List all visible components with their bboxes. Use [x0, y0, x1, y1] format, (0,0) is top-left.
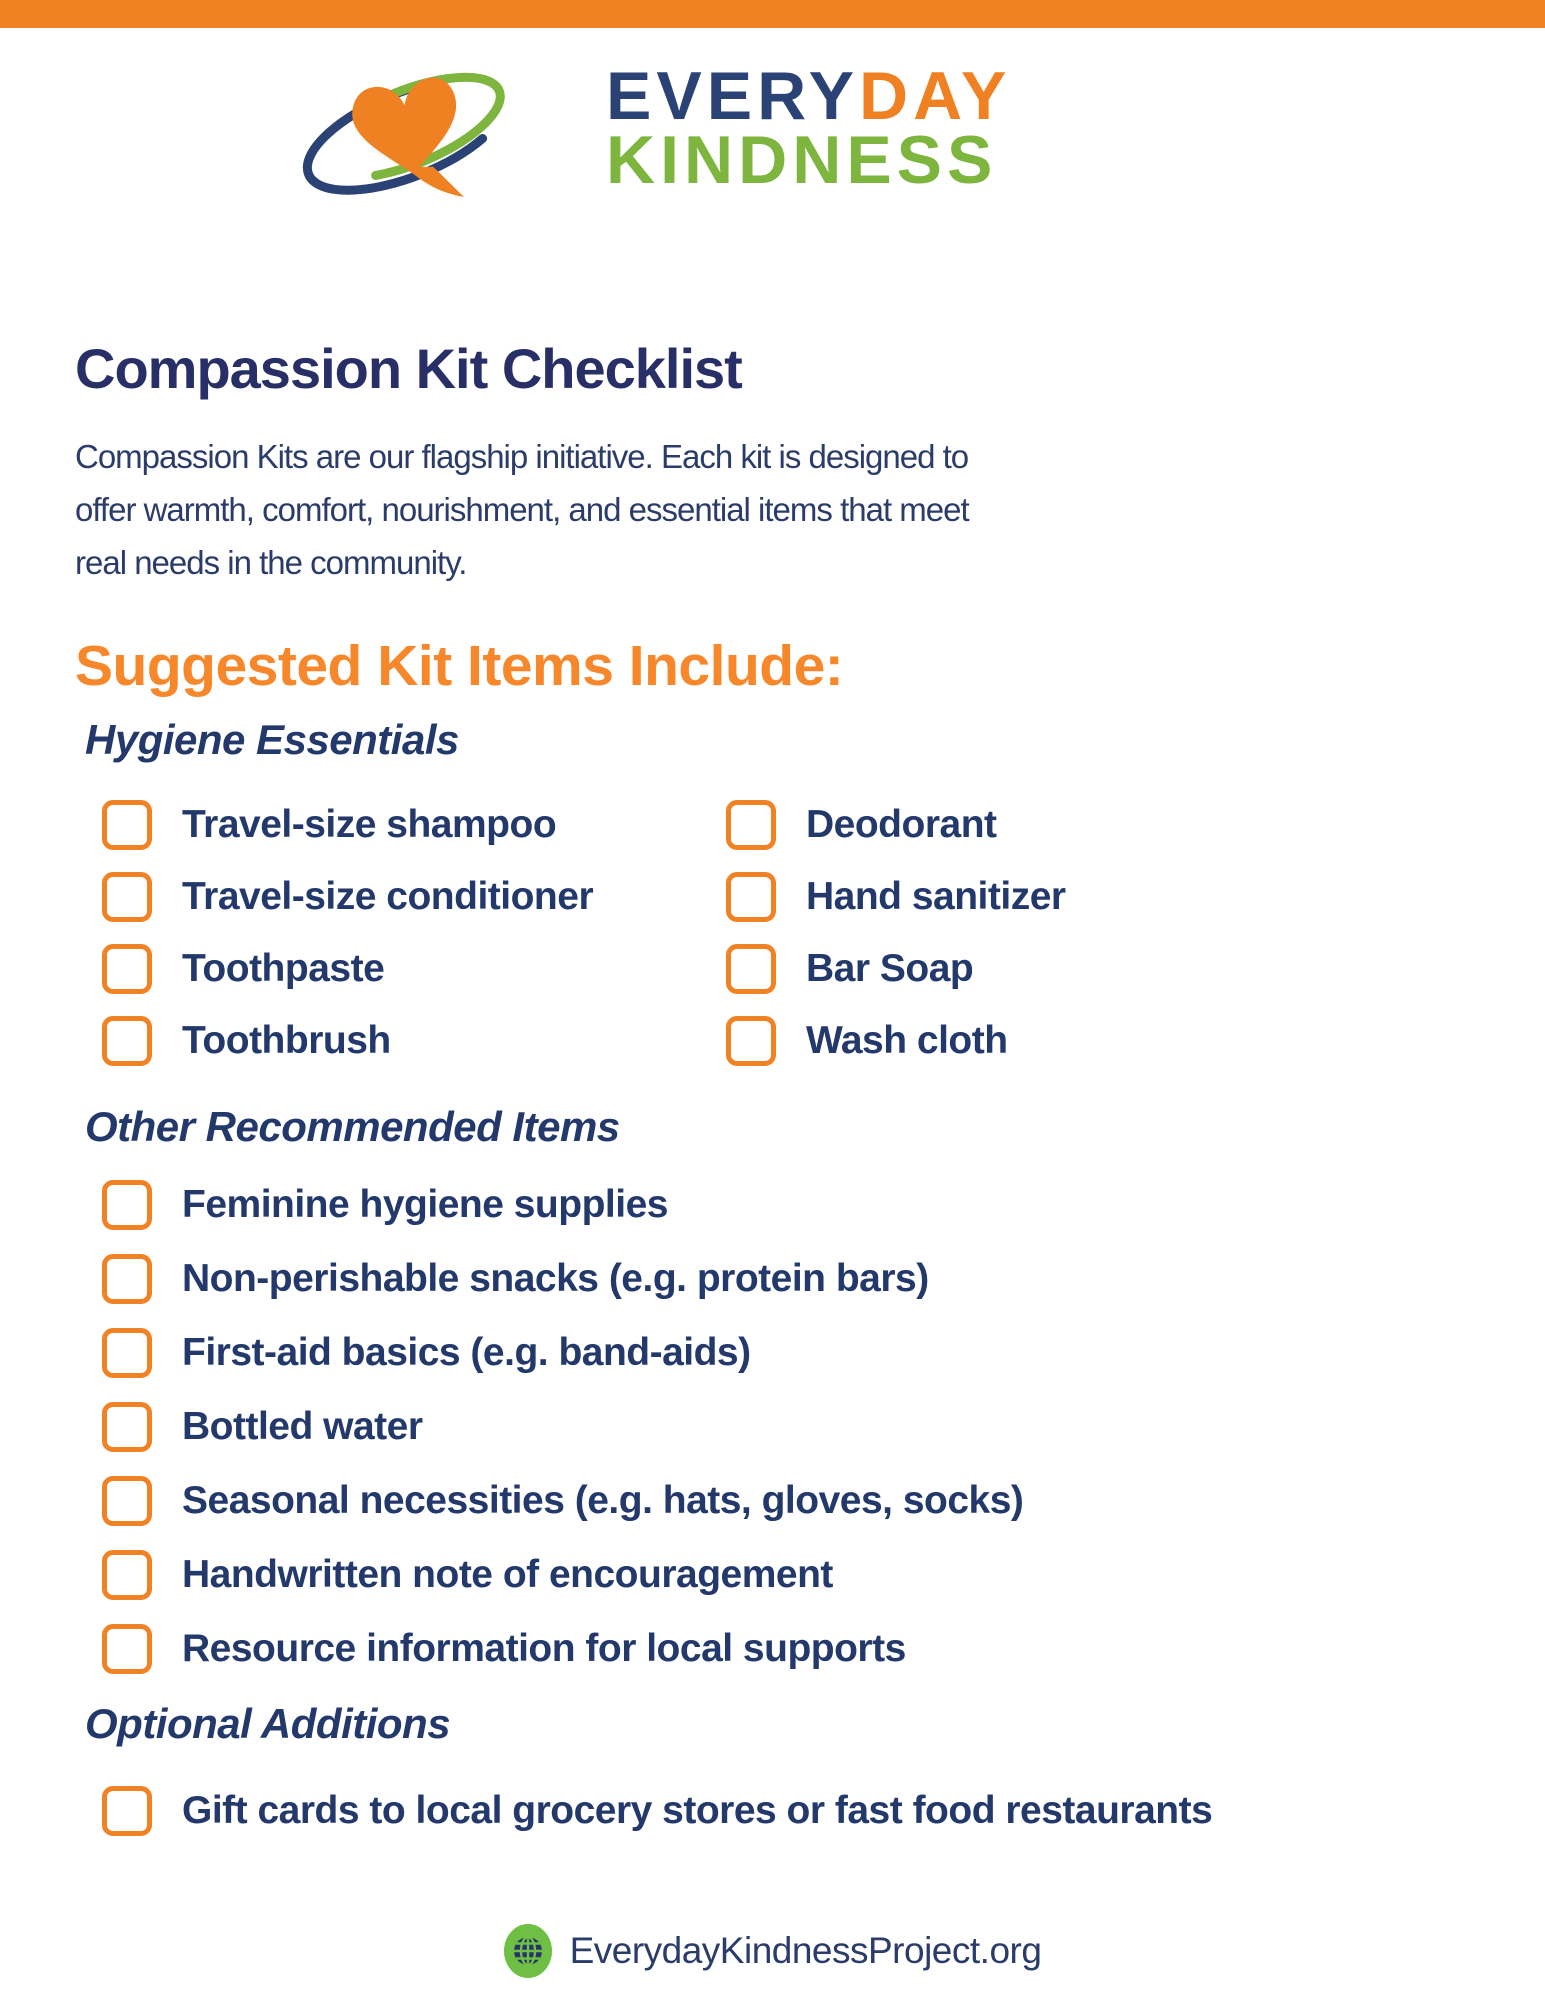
intro-line-1: Compassion Kits are our flagship initiative. Each kit is designed to — [75, 438, 969, 475]
checkbox[interactable] — [102, 1016, 152, 1066]
checklist-item-resource-information — [102, 1624, 906, 1674]
checklist-item-bottled-water — [102, 1402, 423, 1452]
checklist-item-label: Travel-size conditioner — [182, 875, 594, 918]
checklist-item-non-perishable-snacks — [102, 1254, 929, 1304]
checkbox[interactable] — [726, 872, 776, 922]
checkbox[interactable] — [102, 1624, 152, 1674]
checkbox[interactable] — [102, 944, 152, 994]
checklist-item-label: Bottled water — [182, 1405, 423, 1448]
checkbox[interactable] — [726, 800, 776, 850]
checklist-item-first-aid-basics — [102, 1328, 751, 1378]
checklist-item-label: Gift cards to local grocery stores or fast food restaurants — [182, 1789, 1213, 1832]
checkbox[interactable] — [102, 1328, 152, 1378]
checklist-item-label: Hand sanitizer — [806, 875, 1066, 918]
checklist-item-label: Seasonal necessities (e.g. hats, gloves, socks) — [182, 1479, 1024, 1522]
checklist-item-toothpaste — [102, 944, 384, 994]
checklist-item-feminine-hygiene-supplies — [102, 1180, 668, 1230]
checkbox[interactable] — [102, 1402, 152, 1452]
optional-additions-heading: Optional Additions — [85, 1700, 451, 1747]
checkbox[interactable] — [102, 1254, 152, 1304]
hygiene-essentials-heading: Hygiene Essentials — [85, 716, 459, 763]
checklist-item-bar-soap — [726, 944, 973, 994]
other-recommended-items-heading: Other Recommended Items — [85, 1103, 620, 1150]
checklist-item-label: Feminine hygiene supplies — [182, 1183, 668, 1226]
top-accent-bar — [0, 0, 1545, 28]
page-title: Compassion Kit Checklist — [75, 337, 742, 400]
checkbox[interactable] — [102, 1786, 152, 1836]
checklist-item-toothbrush — [102, 1016, 391, 1066]
intro-line-3: real needs in the community. — [75, 544, 467, 581]
checklist-item-label: Travel-size shampoo — [182, 803, 557, 846]
checklist-item-label: Resource information for local supports — [182, 1627, 906, 1670]
checklist-item-handwritten-note — [102, 1550, 833, 1600]
checkbox[interactable] — [102, 872, 152, 922]
footer — [0, 1924, 1545, 1978]
checklist-item-label: Handwritten note of encouragement — [182, 1553, 833, 1596]
checklist-item-deodorant — [726, 800, 997, 850]
checklist-item-label: Wash cloth — [806, 1019, 1008, 1062]
logo-every-text: EVERY — [606, 57, 860, 134]
logo-line-everyday — [606, 57, 1012, 134]
checklist-item-label: Bar Soap — [806, 947, 974, 990]
globe-icon — [504, 1924, 552, 1978]
checklist-item-label: First-aid basics (e.g. band-aids) — [182, 1331, 751, 1374]
checklist-item-travel-size-shampoo — [102, 800, 556, 850]
intro-line-2: offer warmth, comfort, nourishment, and essential items that meet — [75, 491, 969, 528]
checklist-item-label: Toothpaste — [182, 947, 385, 990]
intro-paragraph — [75, 430, 969, 589]
checklist-item-hand-sanitizer — [726, 872, 1066, 922]
checklist-item-wash-cloth — [726, 1016, 1008, 1066]
checkbox[interactable] — [102, 1180, 152, 1230]
checklist-item-label: Toothbrush — [182, 1019, 391, 1062]
checklist-item-travel-size-conditioner — [102, 872, 593, 922]
checklist-item-gift-cards — [102, 1786, 1212, 1836]
footer-url[interactable]: EverydayKindnessProject.org — [569, 1930, 1042, 1971]
everyday-kindness-logo — [288, 50, 1011, 205]
checkbox[interactable] — [726, 1016, 776, 1066]
heart-swoosh-icon — [288, 50, 528, 205]
logo-kindness-text: KINDNESS — [606, 121, 998, 198]
checklist-item-label: Non-perishable snacks (e.g. protein bars) — [182, 1257, 929, 1300]
checkbox[interactable] — [726, 944, 776, 994]
logo-wordmark — [606, 57, 1012, 198]
checkbox[interactable] — [102, 1476, 152, 1526]
suggested-items-heading: Suggested Kit Items Include: — [75, 634, 844, 698]
checklist-item-label: Deodorant — [806, 803, 997, 846]
checkbox[interactable] — [102, 800, 152, 850]
checkbox[interactable] — [102, 1550, 152, 1600]
logo-day-text: DAY — [859, 57, 1012, 134]
checklist-item-seasonal-necessities — [102, 1476, 1023, 1526]
